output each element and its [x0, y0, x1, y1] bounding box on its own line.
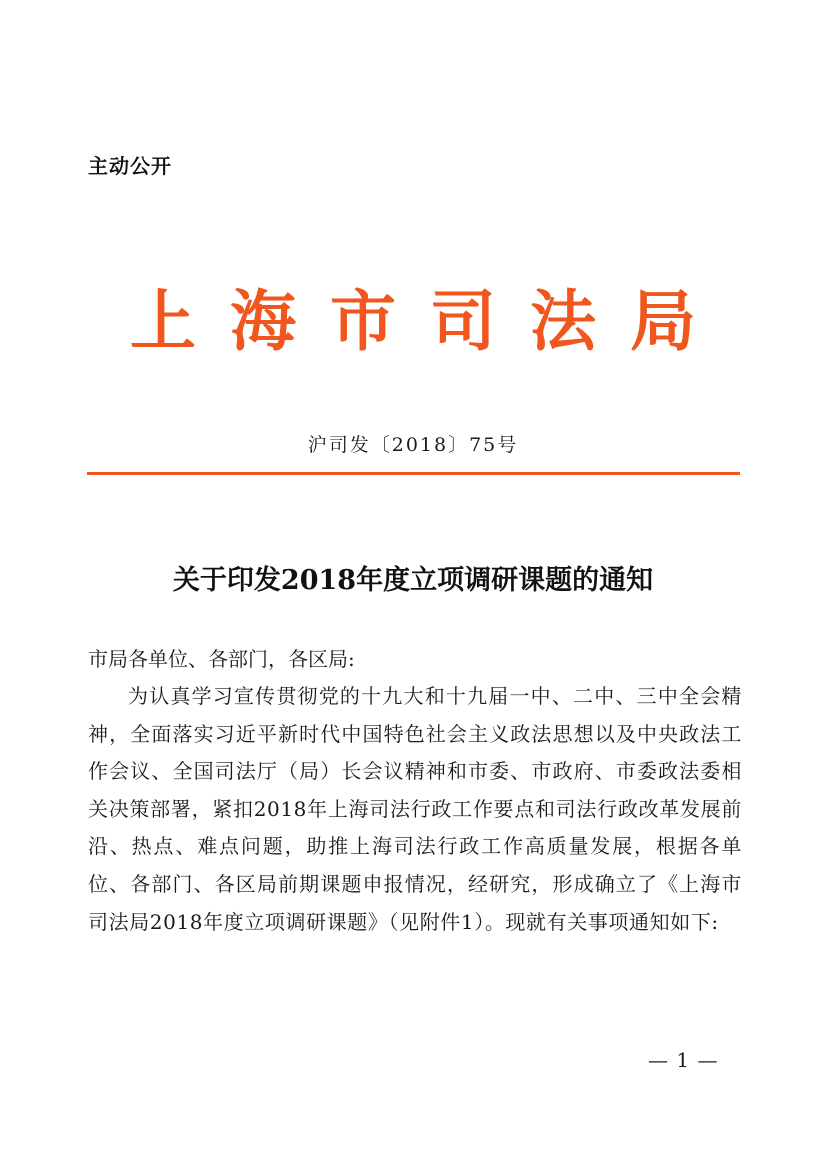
document-number: 沪司发〔2018〕75号 — [307, 434, 519, 456]
disclosure-label: 主动公开 — [88, 154, 172, 178]
red-header-rule — [87, 472, 740, 475]
salutation: 市局各单位、各部门，各区局: — [88, 647, 355, 671]
document-title: 关于印发2018年度立项调研课题的通知 — [172, 565, 654, 596]
issuer-name: 上海市司法局 — [130, 282, 730, 360]
page-number: — 1 — — [648, 1048, 719, 1072]
body-paragraph: 为认真学习宣传贯彻党的十九大和十九届一中、二中、三中全会精神，全面落实习近平新时代中国特色社会主义政法思想以及中央政法工作会议、全国司法厅（局）长会议精神和市委、市政府、市委政法委相关决策部署，紧扣2018年上海司法行政工作要点和司法行政改革发展前沿、热点、难点问题，助推上海司法行政工作高质量发展，根据各单位、各部门、各区局前期课题申报情况，经研究，形成确立了《上海市司法局2018年度立项调研课题》（见附件1）。现就有关事项通知如下: — [88, 684, 742, 934]
